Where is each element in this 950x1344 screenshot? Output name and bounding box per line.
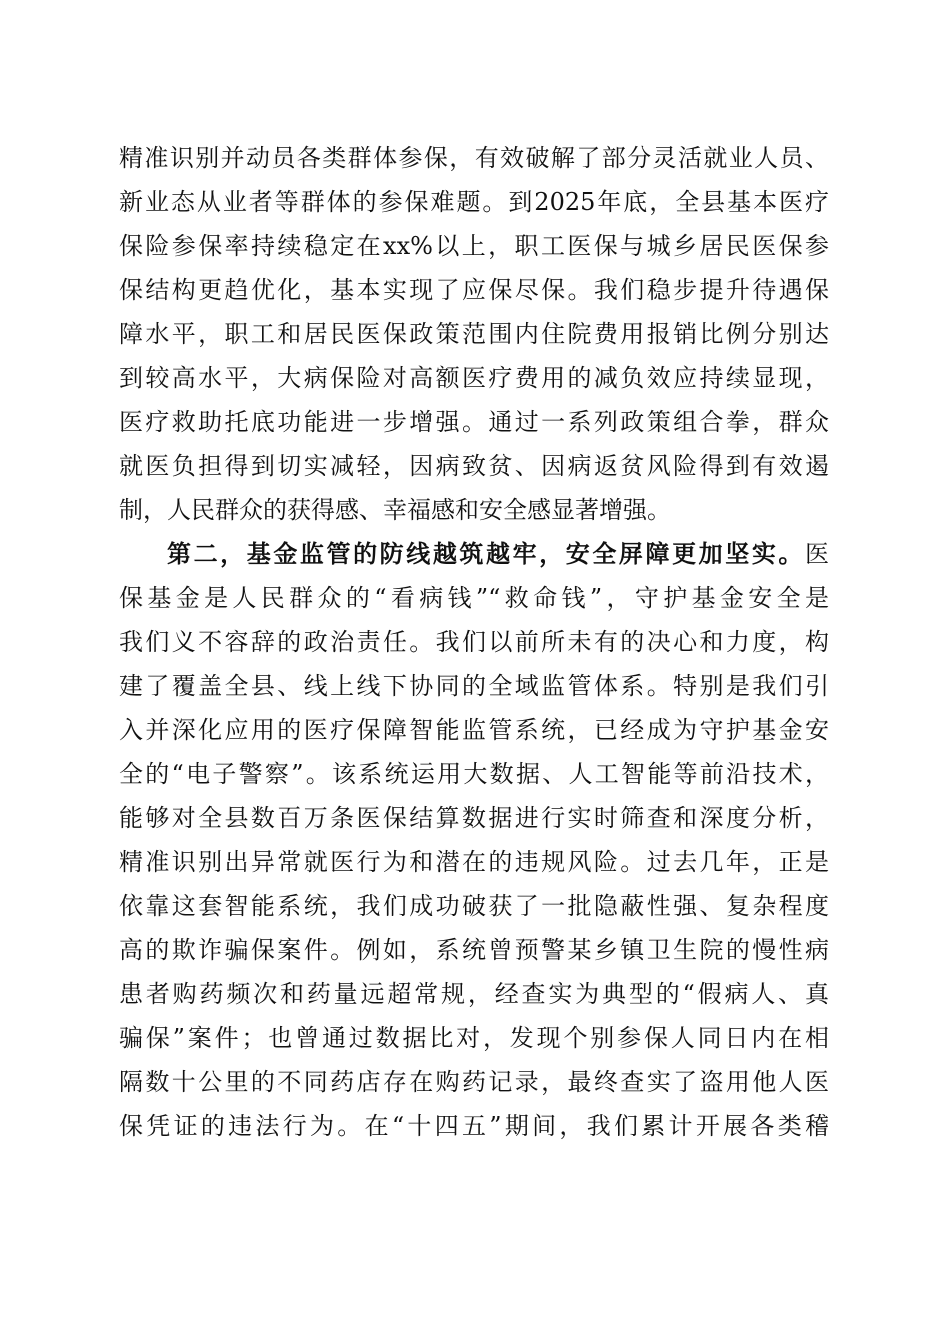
text-line: 障水平，职工和居民医保政策范围内住院费用报销比例分别达 xyxy=(119,320,829,348)
text-line: 精准识别出异常就医行为和潜在的违规风险。过去几年，正是 xyxy=(119,848,829,876)
text-line: 我们义不容辞的政治责任。我们以前所未有的决心和力度，构 xyxy=(119,628,829,656)
text-line: 全的“电子警察”。该系统运用大数据、人工智能等前沿技术， xyxy=(119,760,829,788)
paragraph-1 xyxy=(119,136,829,532)
text-line: 保险参保率持续稳定在xx%以上，职工医保与城乡居民医保参 xyxy=(119,232,829,260)
text-line: 骗保”案件；也曾通过数据比对，发现个别参保人同日内在相 xyxy=(119,1024,829,1052)
text-line: 患者购药频次和药量远超常规，经查实为典型的“假病人、真 xyxy=(119,980,829,1008)
text-line: 制，人民群众的获得感、幸福感和安全感显著增强。 xyxy=(119,496,671,524)
text-line: 隔数十公里的不同药店存在购药记录，最终查实了盗用他人医 xyxy=(119,1068,829,1096)
text-line: 到较高水平，大病保险对高额医疗费用的减负效应持续显现， xyxy=(119,364,829,392)
text-line: 依靠这套智能系统，我们成功破获了一批隐蔽性强、复杂程度 xyxy=(119,892,829,920)
text-fragment: 医 xyxy=(805,540,829,568)
text-line: 医疗救助托底功能进一步增强。通过一系列政策组合拳，群众 xyxy=(119,408,829,436)
text-line: 精准识别并动员各类群体参保，有效破解了部分灵活就业人员、 xyxy=(119,144,829,172)
paragraph-2 xyxy=(119,532,829,1148)
text-line: 入并深化应用的医疗保障智能监管系统，已经成为守护基金安 xyxy=(119,716,829,744)
text-line: 就医负担得到切实减轻，因病致贫、因病返贫风险得到有效遏 xyxy=(119,452,829,480)
text-line: 保结构更趋优化，基本实现了应保尽保。我们稳步提升待遇保 xyxy=(119,276,829,304)
text-line: 能够对全县数百万条医保结算数据进行实时筛查和深度分析， xyxy=(119,804,829,832)
text-line: 建了覆盖全县、线上线下协同的全域监管体系。特别是我们引 xyxy=(119,672,829,700)
text-line: 新业态从业者等群体的参保难题。到2025年底，全县基本医疗 xyxy=(119,188,829,216)
section-heading: 第二，基金监管的防线越筑越牢，安全屏障更加坚实。 xyxy=(167,539,805,568)
paragraph-2-first-line xyxy=(119,532,829,576)
text-line: 保凭证的违法行为。在“十四五”期间，我们累计开展各类稽 xyxy=(119,1112,829,1140)
text-line: 保基金是人民群众的“看病钱”“救命钱”，守护基金安全是 xyxy=(119,584,829,612)
document-body xyxy=(119,136,829,1148)
text-line: 高的欺诈骗保案件。例如，系统曾预警某乡镇卫生院的慢性病 xyxy=(119,936,829,964)
